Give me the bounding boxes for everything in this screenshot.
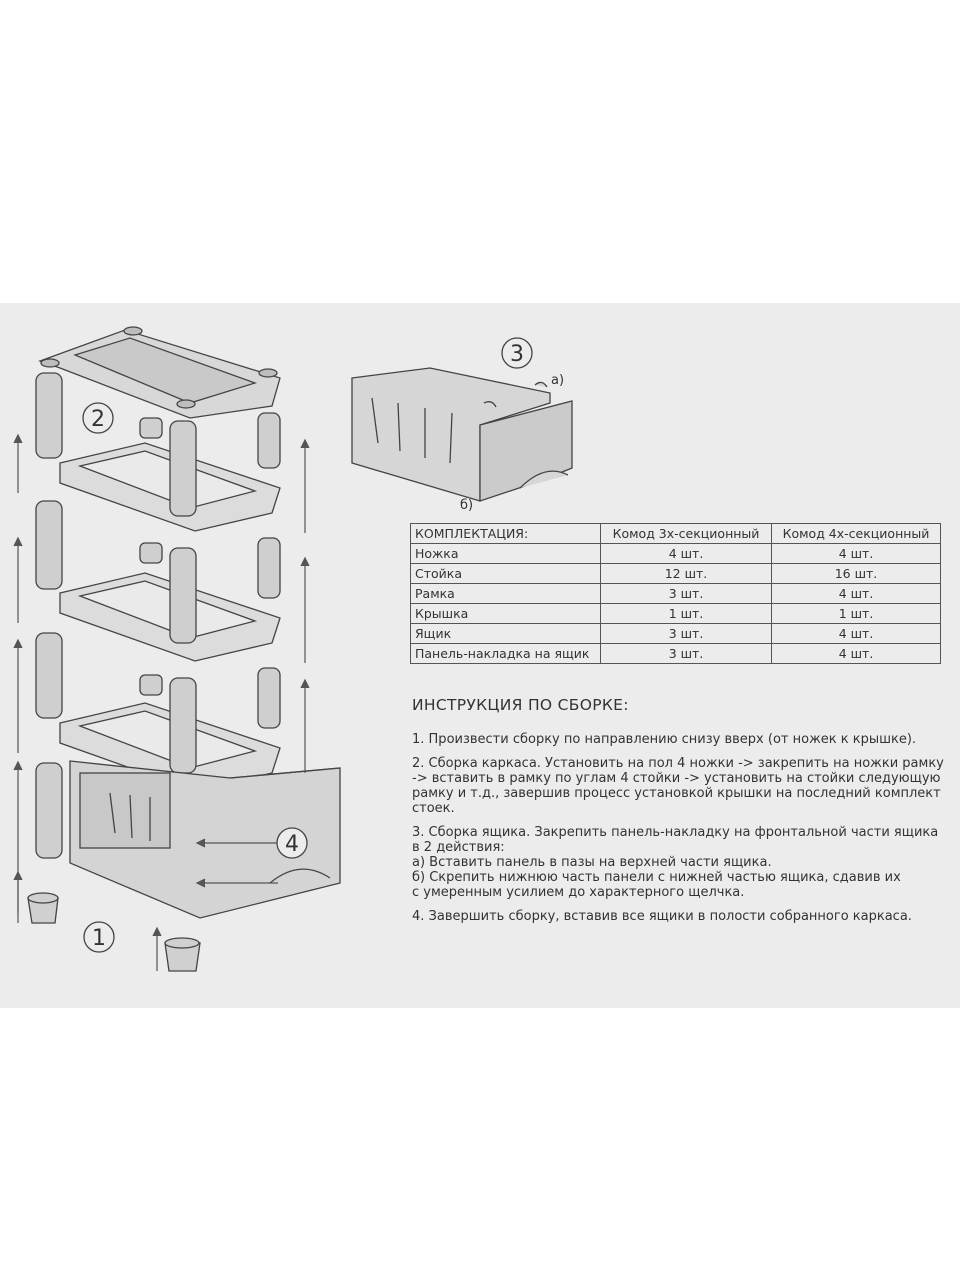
callout-3: 3 xyxy=(510,342,524,367)
instruction-step-3: 3. Сборка ящика. Закрепить панель-накладку на фронтальной части ящика в 2 действия: а) Вставить панель в пазы на верхней части ящика. б) Скрепить нижнюю часть панели с нижней частью ящика, сдавив их с умеренным усилием до характерного щелчка. xyxy=(412,825,939,900)
part-name: Ножка xyxy=(411,544,601,564)
callout-1: 1 xyxy=(92,926,106,951)
table-header-row xyxy=(411,524,941,544)
table-row xyxy=(411,644,941,664)
assembly-instructions xyxy=(410,698,950,933)
table-row xyxy=(411,604,941,624)
header-3-section: Комод 3х-секционный xyxy=(601,524,772,544)
callout-2: 2 xyxy=(91,407,105,432)
label-a: а) xyxy=(551,373,565,388)
part-name: Ящик xyxy=(411,624,601,644)
callout-4: 4 xyxy=(285,832,299,857)
qty-3: 12 шт. xyxy=(601,564,772,584)
qty-4: 1 шт. xyxy=(772,604,941,624)
qty-3: 4 шт. xyxy=(601,544,772,564)
part-name: Рамка xyxy=(411,584,601,604)
qty-4: 4 шт. xyxy=(772,544,941,564)
qty-3: 3 шт. xyxy=(601,584,772,604)
qty-4: 4 шт. xyxy=(772,584,941,604)
table-row xyxy=(411,544,941,564)
table-row xyxy=(411,564,941,584)
part-name: Крышка xyxy=(411,604,601,624)
qty-4: 4 шт. xyxy=(772,624,941,644)
qty-3: 3 шт. xyxy=(601,624,772,644)
part-name: Панель-накладка на ящик xyxy=(411,644,601,664)
instruction-step-4: 4. Завершить сборку, вставив все ящики в полости собранного каркаса. xyxy=(412,909,912,924)
parts-table xyxy=(410,523,941,664)
instructions-title: ИНСТРУКЦИЯ ПО СБОРКЕ: xyxy=(412,696,629,714)
qty-4: 4 шт. xyxy=(772,644,941,664)
label-b: б) xyxy=(460,498,474,513)
instruction-step-2: 2. Сборка каркаса. Установить на пол 4 ножки -> закрепить на ножки рамку -> вставить в рамку по углам 4 стойки -> установить на стойки следующую рамку и т.д., завершив процесс установкой крышки на последний комплект стоек. xyxy=(412,756,944,816)
instruction-sheet xyxy=(0,303,960,1008)
table-row xyxy=(411,584,941,604)
lid-illustration xyxy=(40,327,280,418)
part-name: Стойка xyxy=(411,564,601,584)
qty-4: 16 шт. xyxy=(772,564,941,584)
instruction-step-1: 1. Произвести сборку по направлению снизу вверх (от ножек к крышке). xyxy=(412,732,917,747)
header-parts: КОМПЛЕКТАЦИЯ: xyxy=(411,524,601,544)
header-4-section: Комод 4х-секционный xyxy=(772,524,941,544)
drawer-detail-illustration xyxy=(352,368,572,501)
qty-3: 1 шт. xyxy=(601,604,772,624)
table-row xyxy=(411,624,941,644)
qty-3: 3 шт. xyxy=(601,644,772,664)
